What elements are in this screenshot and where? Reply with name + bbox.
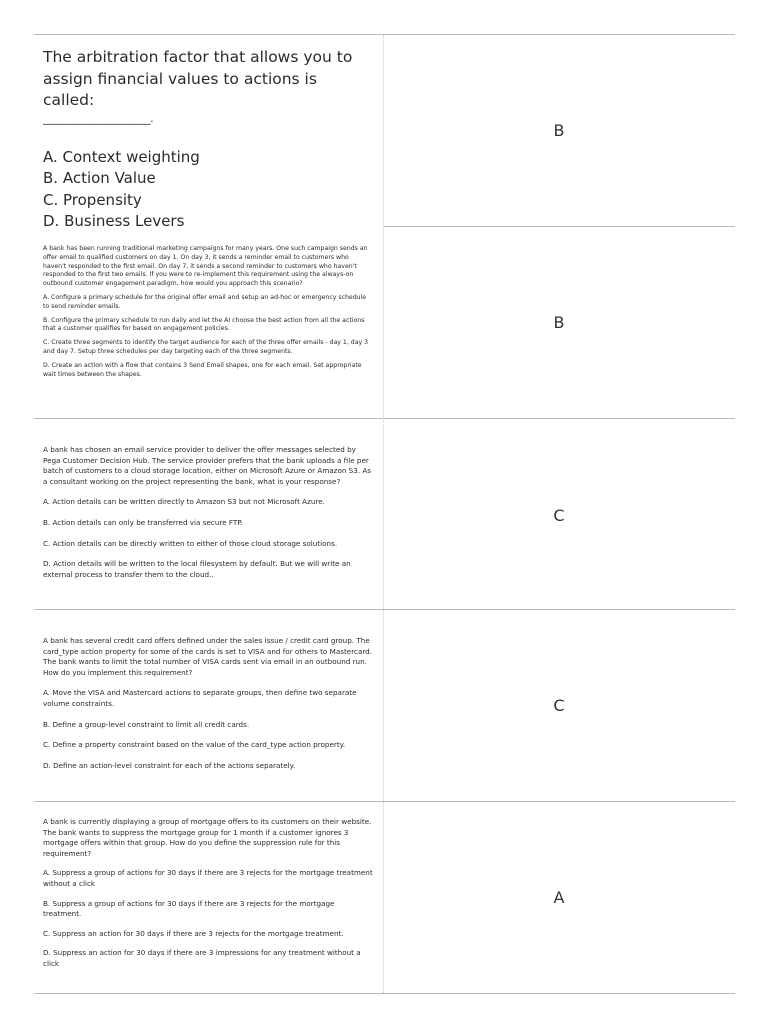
option-a: A. Context weighting	[43, 147, 200, 166]
option-b: B. Configure the primary schedule to run daily and let the AI choose the best action from all the actions that a customer qualifies for based on engagement policies.	[43, 316, 365, 333]
divider	[34, 418, 735, 419]
option-c: C. Create three segments to identify the target audience for each of the three offer emails - day 1, day 3 and day 7. Setup three schedules per day targeting each of the three segments.	[43, 339, 369, 355]
divider	[384, 226, 735, 227]
option-c: C. Propensity	[43, 190, 142, 209]
divider	[34, 609, 735, 610]
question-card-5	[43, 817, 373, 979]
divider	[34, 993, 735, 994]
question-card-1	[43, 47, 373, 233]
option-d: D. Business Levers	[43, 212, 185, 230]
question-text: A bank has chosen an email service provider to deliver the offer messages selected by Pega Customer Decision Hub. The service provider prefers that the bank uploads a file per batch of customers to a cloud storage location, either on Microsoft Azure or Amazon S3. As a consultant working on the project representing the bank, what is your response?	[43, 445, 372, 486]
answer-card-3: C	[553, 506, 565, 525]
answer-card-2: B	[553, 313, 565, 332]
answer-blank: _____________________.	[43, 111, 154, 125]
option-d: D. Suppress an action for 30 days if there are 3 impressions for any treatment without a click	[43, 948, 361, 968]
option-c: C. Suppress an action for 30 days if there are 3 rejects for the mortgage treatment.	[43, 928, 344, 938]
answer-card-4: C	[553, 696, 565, 715]
answer-card-1: B	[553, 121, 565, 140]
question-text: The arbitration factor that allows you to assign financial values to actions is called:	[43, 48, 353, 109]
option-b: B. Suppress a group of actions for 30 days if there are 3 rejects for the mortgage treatment.	[43, 898, 335, 919]
question-text: A bank is currently displaying a group of mortgage offers to its customers on their website. The bank wants to suppress the mortgage group for 1 month if a customer ignores 3 mortgage offers within that group. How do you define the suppression rule for this requirement?	[43, 817, 372, 858]
question-card-2	[43, 245, 373, 384]
option-d: D. Define an action-level constraint for each of the actions separately.	[43, 760, 296, 770]
option-a: A. Action details can be written directly to Amazon S3 but not Microsoft Azure.	[43, 497, 325, 507]
option-b: B. Action Value	[43, 169, 156, 187]
option-a: A. Suppress a group of actions for 30 days if there are 3 rejects for the mortgage treatment without a click	[43, 868, 373, 888]
option-d: D. Create an action with a flow that contains 3 Send Email shapes, one for each email. Set appropriate wait times between the shapes.	[43, 361, 362, 378]
question-text: A bank has several credit card offers defined under the sales issue / credit card group. The card_type action property for some of the cards is set to VISA and for others to Mastercard. The bank wants to limit the total number of VISA cards sent via email in an outbound run. How do you implement this requirement?	[43, 636, 373, 677]
option-a: A. Configure a primary schedule for the original offer email and setup an ad-hoc or emergency schedule to send reminder emails.	[43, 293, 367, 310]
option-d: D. Action details will be written to the local filesystem by default. But we will write an external process to transfer them to the cloud..	[43, 559, 351, 579]
divider	[34, 801, 735, 802]
divider	[34, 34, 735, 35]
question-text: A bank has been running traditional marketing campaigns for many years. One such campaign sends an offer email to qualified customers on day 1. On day 3, it sends a reminder email to customers who haven't responded to the first email. On day 7, it sends a second reminder to customers who haven't responded to the first two emails. If you were to re-implement this requirement using the always-on outbound customer engagement paradigm, how would you approach this scenario?	[43, 245, 368, 288]
option-b: B. Define a group-level constraint to limit all credit cards.	[43, 719, 250, 729]
question-card-3	[43, 445, 373, 590]
question-card-4	[43, 636, 373, 781]
option-b: B. Action details can only be transferred via secure FTP.	[43, 517, 243, 527]
option-c: C. Action details can be directly written to either of those cloud storage solutions.	[43, 538, 338, 548]
option-a: A. Move the VISA and Mastercard actions to separate groups, then define two separate volume constraints.	[43, 688, 357, 708]
answer-card-5: A	[553, 888, 565, 907]
option-c: C. Define a property constraint based on the value of the card_type action property.	[43, 740, 346, 750]
